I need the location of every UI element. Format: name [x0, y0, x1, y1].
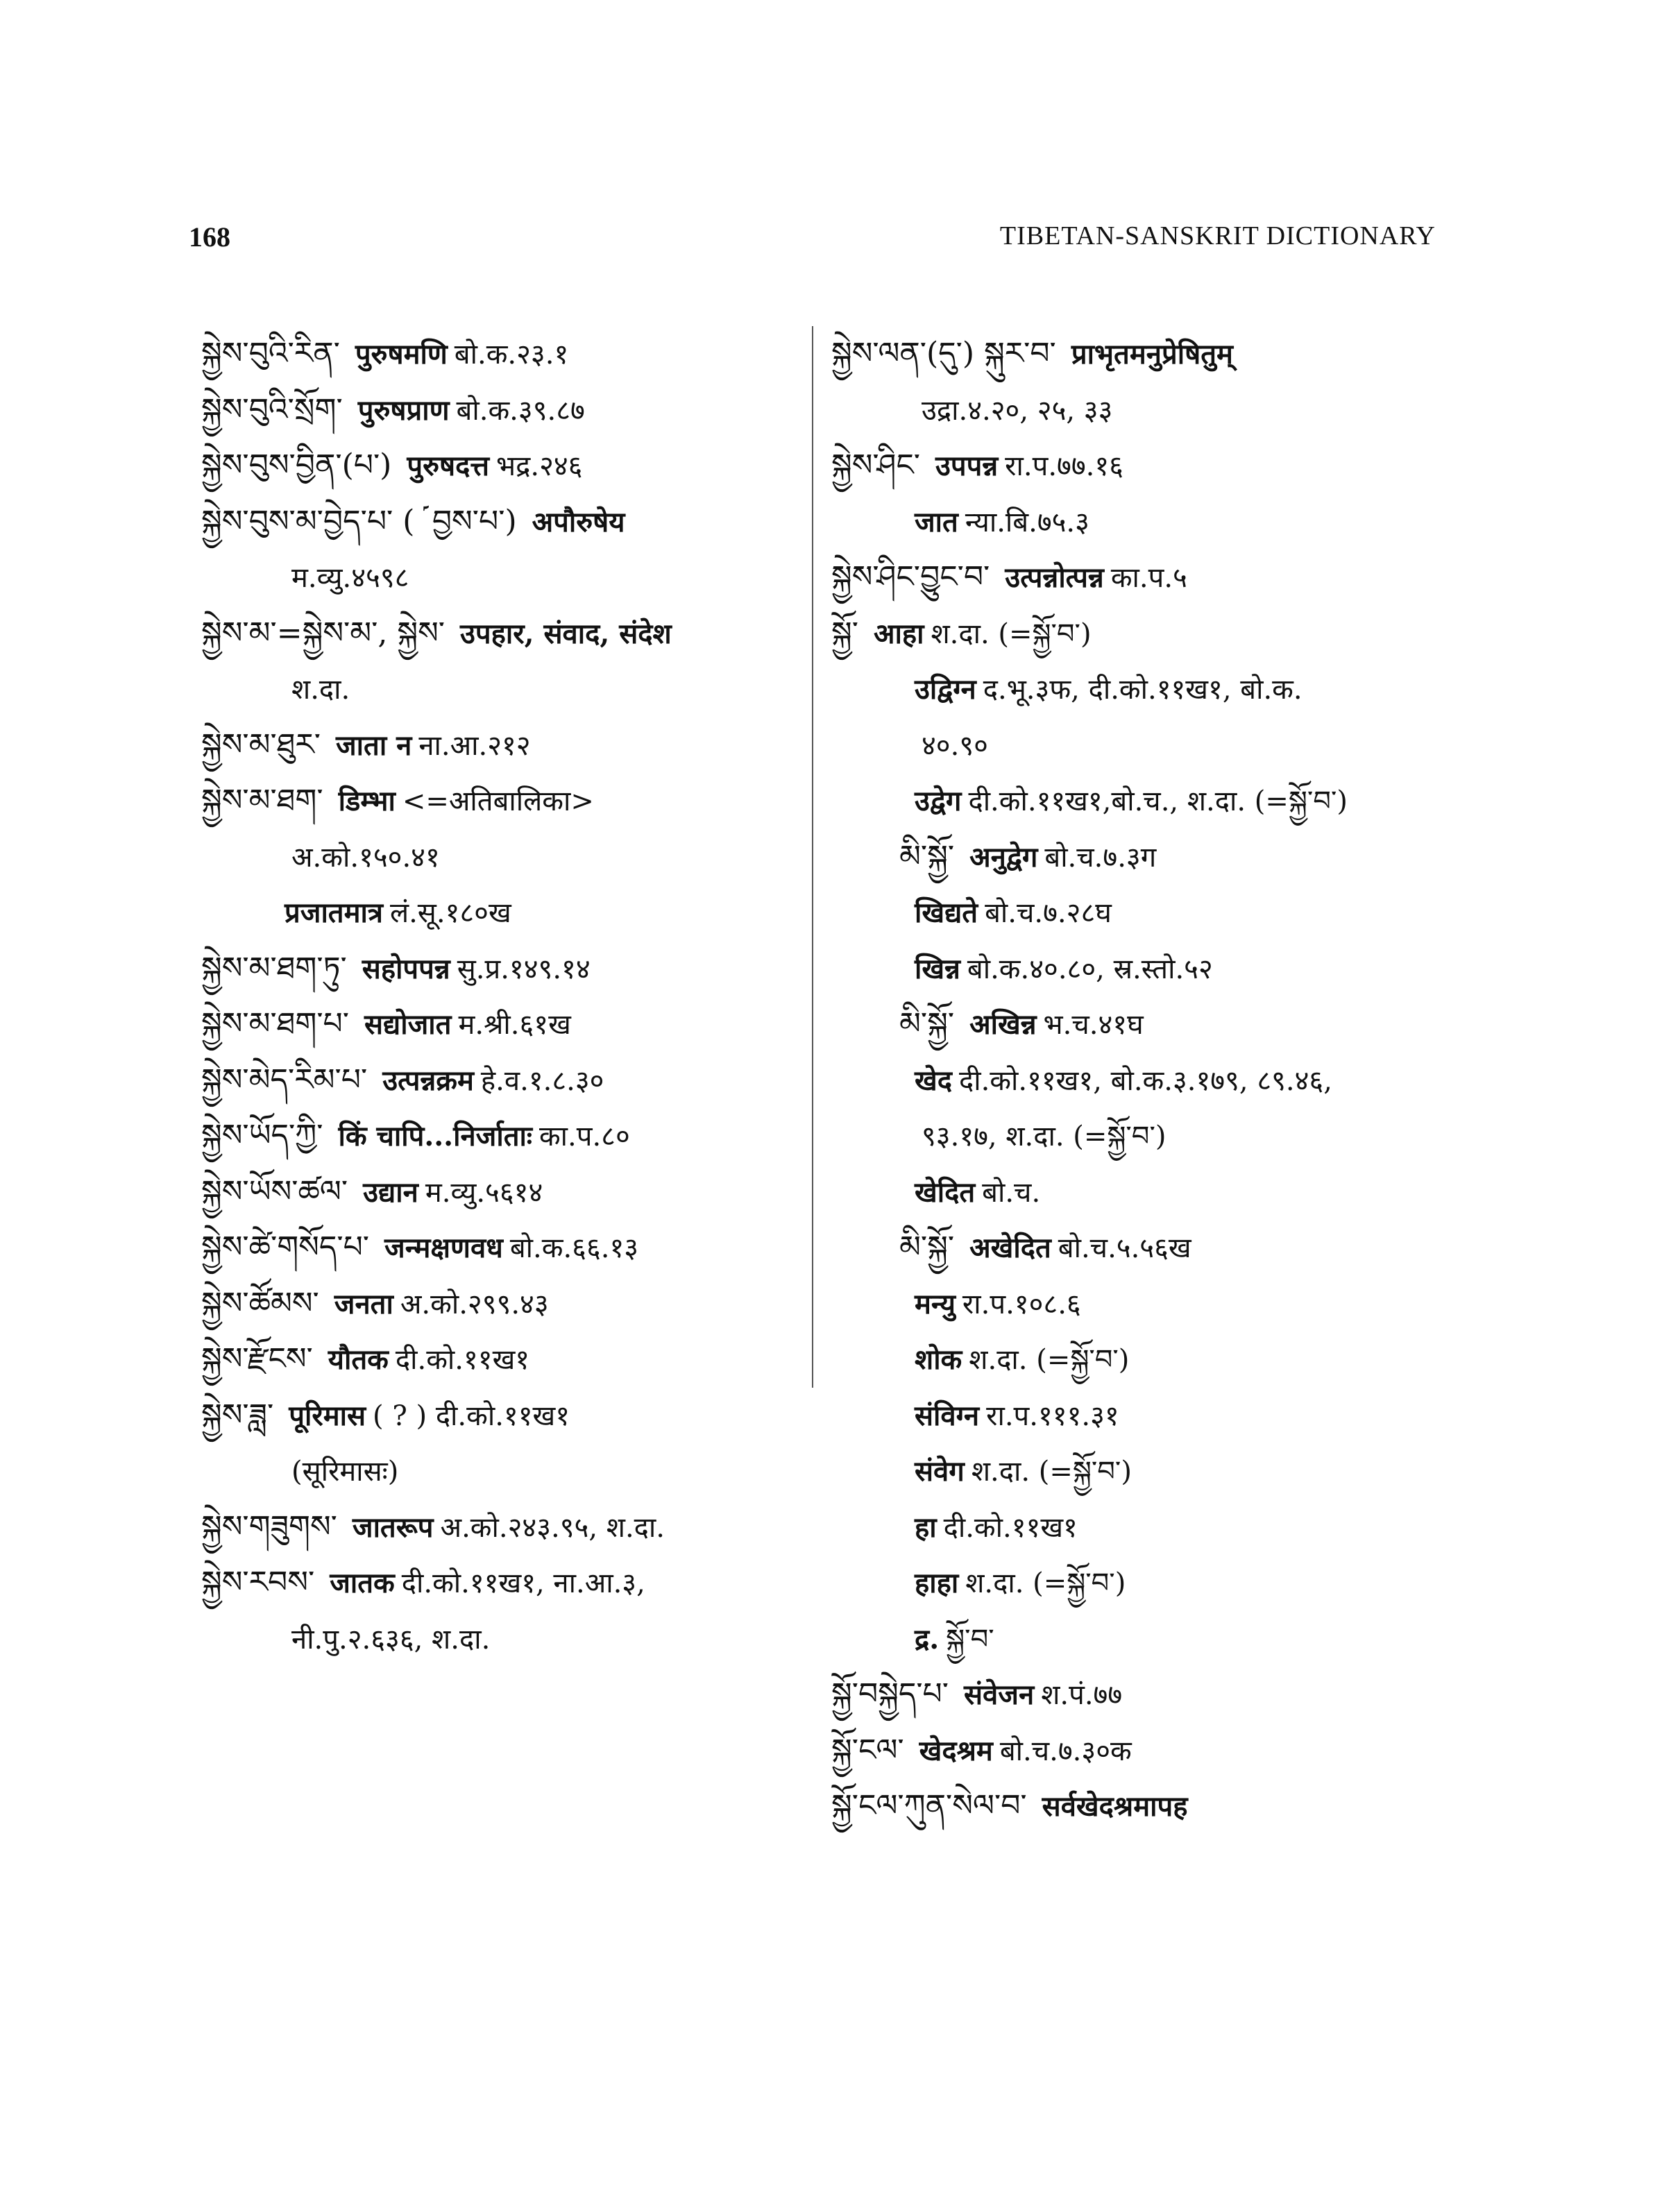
- column-divider: [812, 326, 813, 1388]
- source-reference: श.दा.: [291, 674, 350, 706]
- dictionary-line: [831, 1220, 1456, 1276]
- sanskrit-headword: यौतक: [328, 1343, 389, 1376]
- dictionary-line: [831, 550, 1456, 606]
- source-reference: སྐྱོ་བ་: [946, 1623, 994, 1656]
- tibetan-term: སྐྱེས་ཚོམས་: [201, 1285, 319, 1321]
- source-reference: ( ? ) दी.को.११ख१: [373, 1399, 570, 1432]
- tibetan-term: སྐྱོ་: [831, 615, 858, 651]
- source-reference: बो.च.७.३०क: [999, 1735, 1132, 1767]
- dictionary-line: [831, 1555, 1456, 1611]
- source-reference: श.दा. (=སྐྱོ་བ་): [965, 1567, 1126, 1599]
- sanskrit-headword: प्राभृतमनुप्रेषितुम्: [1071, 338, 1233, 371]
- tibetan-term: སྐྱེས་ཟླ་: [201, 1397, 274, 1433]
- source-reference: म.व्यु.४५९८: [291, 562, 409, 594]
- tibetan-term: སྐྱེས་བུས་མ་བྱེད་པ་ ( ༹ བྱས་པ་): [201, 503, 517, 539]
- source-reference: बो.क.४०.८०, स्र.स्तो.५२: [967, 953, 1213, 985]
- source-reference: अ.को.१५०.४१: [291, 841, 440, 874]
- sanskrit-headword: संवेग: [915, 1455, 965, 1488]
- source-reference: रा.प.१११.३१: [986, 1399, 1119, 1432]
- sanskrit-headword: आहा: [873, 617, 924, 650]
- sanskrit-headword: किं चापि...निर्जाताः: [338, 1120, 532, 1152]
- dictionary-line: [831, 1164, 1456, 1220]
- dictionary-line: [201, 1276, 819, 1332]
- sanskrit-headword: पूरिमास: [289, 1399, 366, 1432]
- sanskrit-headword: पुरुषदत्त: [407, 450, 489, 482]
- sanskrit-headword: अखिन्न: [969, 1008, 1037, 1041]
- source-reference: न्या.बि.७५.३: [965, 506, 1089, 538]
- source-reference: लं.सू.१८०ख: [389, 897, 511, 929]
- dictionary-line: [831, 941, 1456, 997]
- sanskrit-headword: हाहा: [915, 1567, 959, 1599]
- source-reference: दी.को.११ख१, बो.क.३.१७९, ८९.४६,: [958, 1064, 1332, 1097]
- sanskrit-headword: उत्पन्नक्रम: [382, 1064, 474, 1097]
- dictionary-line: [831, 717, 1456, 774]
- tibetan-term: སྐྱེས་བུའི་རིན་: [201, 336, 340, 371]
- source-reference: दी.को.११ख१, ना.आ.३,: [401, 1567, 645, 1599]
- dictionary-line: [831, 829, 1456, 885]
- sanskrit-headword: जन्मक्षणवध: [384, 1232, 503, 1264]
- sanskrit-headword: उद्यान: [363, 1175, 418, 1209]
- dictionary-line: [831, 773, 1456, 829]
- dictionary-line: [831, 996, 1456, 1053]
- source-reference: बो.च.७.३ग: [1044, 841, 1157, 874]
- source-reference: दी.को.११ख१,बो.च., श.दा. (=སྐྱོ་བ་): [968, 785, 1348, 817]
- dictionary-line: [201, 1499, 819, 1556]
- sanskrit-headword: जातरूप: [352, 1511, 434, 1544]
- dictionary-line: [201, 494, 819, 550]
- dictionary-line: [201, 606, 819, 662]
- dictionary-line: [831, 494, 1456, 550]
- source-reference: रा.प.१०८.६: [962, 1288, 1081, 1320]
- tibetan-term: མི་སྐྱོ་: [899, 1006, 955, 1041]
- sanskrit-headword: पुरुषप्राण: [357, 393, 450, 427]
- source-reference: ना.आ.२१२: [418, 729, 531, 762]
- sanskrit-headword: अनुद्वेग: [969, 840, 1038, 874]
- sanskrit-headword: सर्वखेदश्रमापह: [1042, 1790, 1188, 1823]
- dictionary-line: [201, 885, 819, 941]
- sanskrit-headword: उत्पन्नोत्पन्न: [1005, 561, 1104, 594]
- tibetan-term: སྐྱེས་མེད་རིམ་པ་: [201, 1062, 368, 1098]
- tibetan-term: སྐྱེས་རབས་: [201, 1565, 315, 1600]
- source-reference: म.व्यु.५६१४: [425, 1176, 543, 1209]
- sanskrit-headword: खिन्न: [915, 952, 960, 985]
- dictionary-line: [831, 438, 1456, 494]
- source-reference: बो.क.६६.१३: [509, 1232, 639, 1264]
- source-reference: श.दा. (=སྐྱོ་བ་): [969, 1344, 1130, 1376]
- source-reference: <=अतिबालिका>: [402, 785, 594, 817]
- tibetan-term: སྐྱེས་རྫོངས་: [201, 1341, 313, 1377]
- sanskrit-headword: प्रजातमात्र: [285, 896, 383, 929]
- page-number: 168: [189, 221, 230, 253]
- tibetan-term: སྐྱོ་ངལ་: [831, 1732, 904, 1768]
- source-reference: द.भू.३फ, दी.को.११ख१, बो.क.: [983, 674, 1303, 706]
- source-reference: ४०.९०: [922, 729, 988, 762]
- sanskrit-headword: जातक: [330, 1567, 395, 1599]
- tibetan-term: སྐྱེས་གཟུགས་: [201, 1508, 337, 1545]
- source-reference: बो.च.७.२८घ: [985, 897, 1112, 929]
- source-reference: ९३.१७, श.दा. (=སྐྱོ་བ་): [922, 1121, 1166, 1152]
- source-reference: श.पं.७७: [1041, 1679, 1123, 1711]
- dictionary-line: [201, 996, 819, 1053]
- source-reference: भद्र.२४६: [496, 450, 583, 482]
- source-reference: दी.को.११ख१: [395, 1344, 530, 1376]
- dictionary-line: [201, 773, 819, 829]
- sanskrit-headword: खेद: [915, 1064, 952, 1097]
- sanskrit-headword: संवेजन: [964, 1678, 1035, 1711]
- tibetan-term: སྐྱེས་ལན་(དུ་) སྐུར་བ་: [831, 336, 1056, 371]
- tibetan-term: སྐྱེས་ཤིང་བྱུང་བ་: [831, 559, 990, 595]
- dictionary-line: [831, 1108, 1456, 1164]
- dictionary-line: [831, 326, 1456, 382]
- dictionary-line: [831, 1499, 1456, 1556]
- dictionary-line: [831, 1053, 1456, 1109]
- sanskrit-headword: शोक: [915, 1343, 962, 1376]
- tibetan-term: སྐྱོ་བསྐྱེད་པ་: [831, 1676, 949, 1712]
- source-reference: भ.च.४१घ: [1043, 1009, 1144, 1041]
- left-column: [201, 326, 819, 1667]
- dictionary-line: [201, 1443, 819, 1499]
- tibetan-term: སྐྱེས་ཡོས་ཚལ་: [201, 1173, 348, 1209]
- source-reference: अ.को.२४३.९५, श.दा.: [440, 1511, 665, 1544]
- dictionary-line: [831, 1443, 1456, 1499]
- tibetan-term: མི་སྐྱོ་: [899, 838, 955, 874]
- source-reference: अ.को.२९९.४३: [400, 1288, 549, 1320]
- dictionary-line: [201, 1388, 819, 1444]
- sanskrit-headword: संविग्न: [915, 1399, 980, 1432]
- dictionary-line: [831, 1332, 1456, 1388]
- sanskrit-headword: द्र.: [915, 1622, 940, 1656]
- sanskrit-headword: हा: [915, 1511, 937, 1544]
- dictionary-line: [831, 1667, 1456, 1723]
- source-reference: म.श्री.६१ख: [458, 1009, 571, 1041]
- sanskrit-headword: डिम्भा: [338, 785, 396, 817]
- tibetan-term: སྐྱེས་ཚེ་གསོད་པ་: [201, 1230, 370, 1265]
- tibetan-term: སྐྱེས་མ་ཐུར་: [201, 726, 321, 763]
- running-title: TIBETAN-SANSKRIT DICTIONARY: [999, 221, 1436, 250]
- tibetan-term: སྐྱེས་མ་ཐག་: [201, 783, 323, 818]
- sanskrit-headword: सहोपपन्न: [362, 952, 450, 985]
- source-reference: बो.च.: [982, 1176, 1041, 1209]
- dictionary-line: [831, 1388, 1456, 1444]
- dictionary-line: [201, 326, 819, 382]
- sanskrit-headword: खेदित: [915, 1175, 976, 1209]
- dictionary-line: [201, 829, 819, 885]
- tibetan-term: སྐྱེས་ཤིང་: [831, 448, 920, 483]
- source-reference: बो.क.३९.८७: [456, 394, 585, 427]
- dictionary-line: [201, 1108, 819, 1164]
- sanskrit-headword: उपपन्न: [935, 450, 999, 482]
- sanskrit-headword: पुरुषमणि: [355, 338, 448, 371]
- sanskrit-headword: अखेदित: [969, 1232, 1051, 1264]
- source-reference: बो.क.२३.१: [454, 339, 569, 371]
- source-reference: रा.प.७७.१६: [1005, 450, 1123, 482]
- dictionary-line: [831, 1611, 1456, 1667]
- dictionary-line: [201, 1220, 819, 1276]
- dictionary-line: [201, 438, 819, 494]
- dictionary-line: [201, 717, 819, 774]
- dictionary-line: [831, 1723, 1456, 1779]
- source-reference: का.प.८०: [538, 1121, 630, 1152]
- source-reference: का.प.५: [1110, 562, 1187, 594]
- dictionary-line: [831, 885, 1456, 941]
- tibetan-term: མི་སྐྱོ་: [899, 1230, 955, 1265]
- source-reference: बो.च.५.५६ख: [1058, 1232, 1191, 1264]
- tibetan-term: སྐྱེས་བུས་བྱིན་(པ་): [201, 448, 392, 483]
- sanskrit-headword: खेदश्रम: [919, 1734, 993, 1767]
- sanskrit-headword: उपहार, संवाद, संदेश: [460, 617, 672, 650]
- dictionary-line: [831, 382, 1456, 439]
- tibetan-term: སྐྱེས་ཡོད་ཀྱི་: [201, 1118, 323, 1153]
- tibetan-term: སྐྱོ་ངལ་ཀུན་སེལ་བ་: [831, 1788, 1027, 1823]
- source-reference: दी.को.११ख१: [943, 1511, 1078, 1544]
- sanskrit-headword: उद्विग्न: [915, 673, 976, 706]
- source-reference: हे.व.१.८.३०: [480, 1064, 604, 1097]
- source-reference: श.दा. (=སྐྱོ་བ་): [971, 1456, 1132, 1488]
- sanskrit-headword: जाता न: [336, 729, 412, 762]
- sanskrit-headword: मन्यु: [915, 1287, 956, 1320]
- tibetan-term: སྐྱེས་མ་ཐག་ཏུ་: [201, 950, 347, 986]
- sanskrit-headword: सद्योजात: [364, 1008, 452, 1041]
- dictionary-line: [831, 1778, 1456, 1835]
- sanskrit-headword: जनता: [334, 1287, 393, 1320]
- source-reference: श.दा. (=སྐྱོ་བ་): [931, 618, 1092, 650]
- sanskrit-headword: अपौरुषेय: [532, 505, 625, 538]
- dictionary-line: [201, 382, 819, 439]
- tibetan-term: སྐྱེས་བུའི་སྲོག་: [201, 391, 343, 427]
- source-reference: सु.प्र.१४९.१४: [457, 953, 591, 985]
- dictionary-line: [201, 1611, 819, 1667]
- dictionary-line: [201, 941, 819, 997]
- dictionary-line: [201, 550, 819, 606]
- dictionary-line: [201, 1555, 819, 1611]
- dictionary-line: [201, 1332, 819, 1388]
- tibetan-term: སྐྱེས་མ་ཐག་པ་: [201, 1006, 350, 1041]
- sanskrit-headword: जात: [915, 505, 958, 538]
- sanskrit-headword: उद्वेग: [915, 785, 962, 817]
- right-column: [831, 326, 1456, 1835]
- dictionary-line: [831, 661, 1456, 717]
- sanskrit-headword: खिद्यते: [915, 896, 978, 929]
- dictionary-line: [831, 1276, 1456, 1332]
- source-reference: (सूरिमासः): [291, 1456, 399, 1488]
- dictionary-line: [201, 661, 819, 717]
- dictionary-line: [201, 1053, 819, 1109]
- dictionary-line: [201, 1164, 819, 1220]
- source-reference: उद्रा.४.२०, २५, ३३: [922, 394, 1113, 427]
- source-reference: नी.पु.२.६३६, श.दा.: [291, 1623, 491, 1656]
- dictionary-line: [831, 606, 1456, 662]
- tibetan-term: སྐྱེས་མ་=སྐྱེས་མ་, སྐྱེས་: [201, 615, 446, 651]
